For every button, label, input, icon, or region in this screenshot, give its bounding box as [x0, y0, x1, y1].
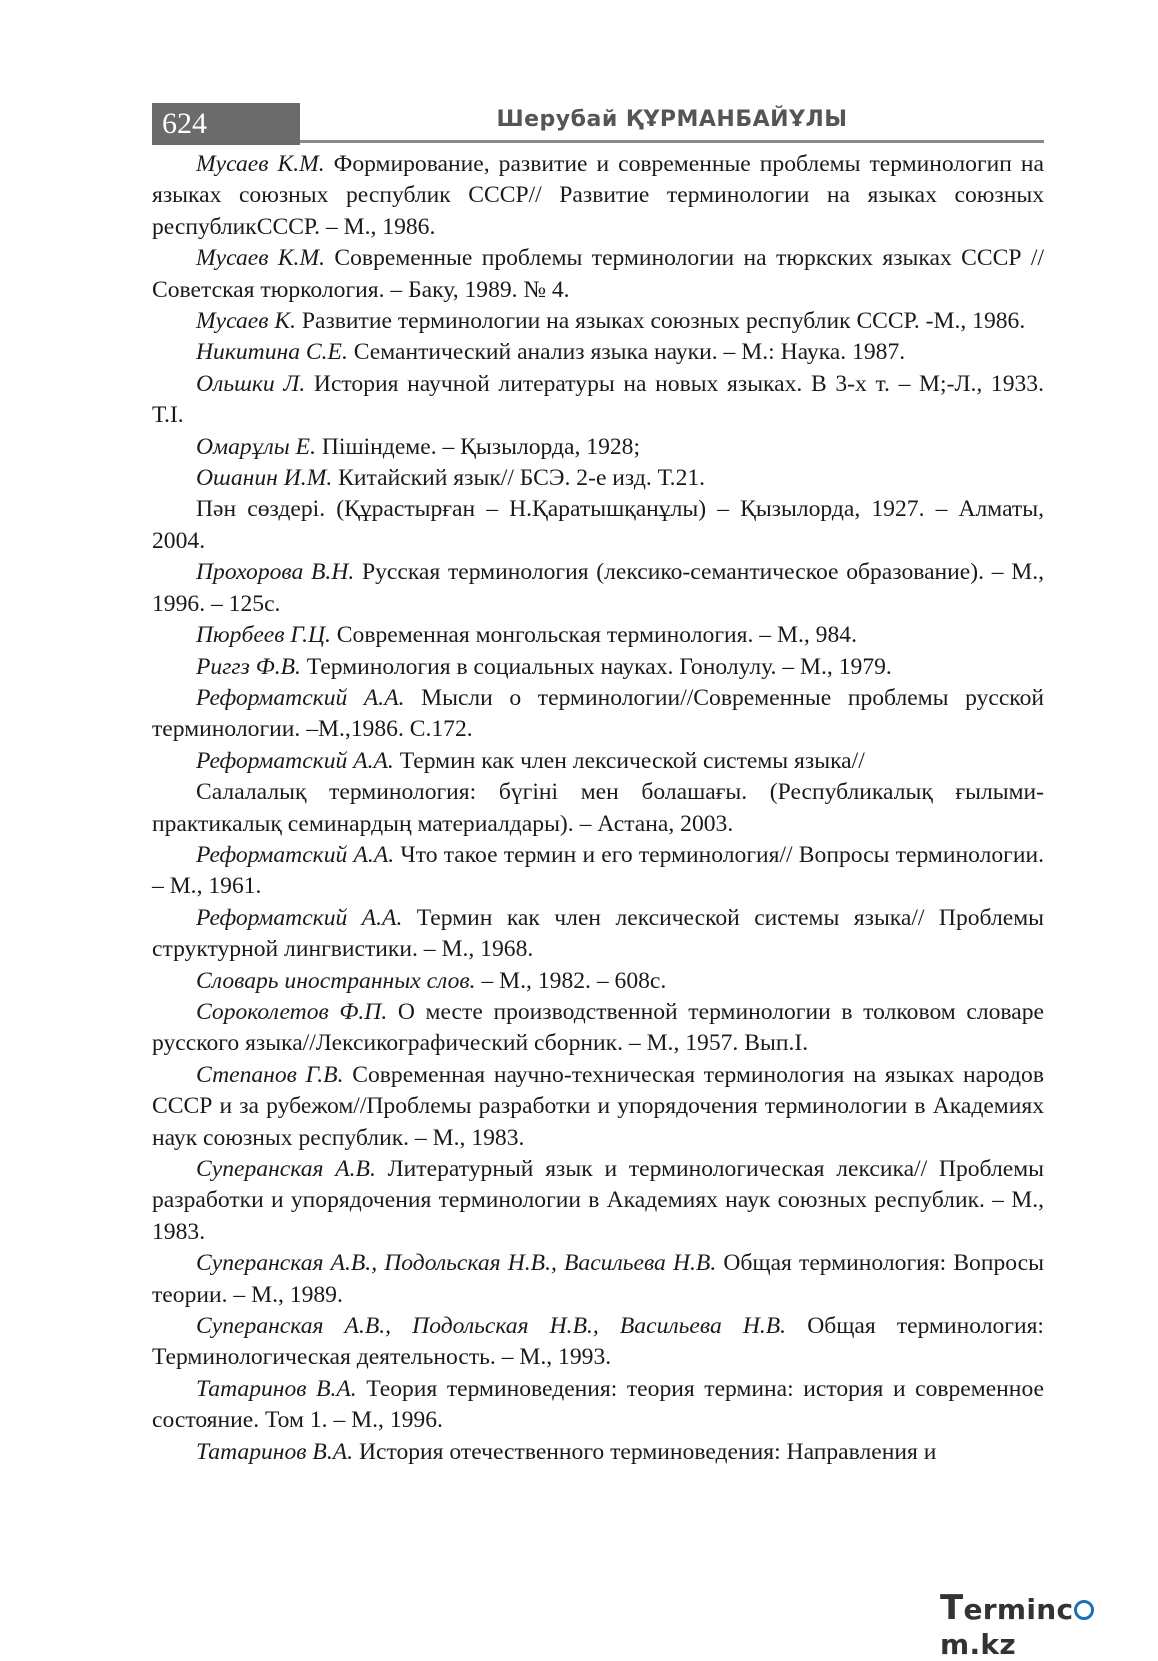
reference-text: Китайский язык// БСЭ. 2-е изд. Т.21.: [332, 465, 706, 492]
reference-entry: [152, 683, 1044, 746]
reference-text: О месте производственной терминологии в толковом словаре русского языка//Лексикографический сборник. – М., 1957. Вып.І.: [152, 998, 1044, 1057]
reference-author: Мусаев К.: [196, 308, 296, 335]
reference-entry: [152, 337, 1044, 368]
reference-entry: [152, 652, 1044, 683]
logo-circle-icon: [1074, 1600, 1094, 1620]
reference-author: Татаринов В.А.: [196, 1438, 354, 1465]
reference-author: Омарұлы Е.: [196, 433, 316, 460]
reference-text: Мысли о терминологии//Современные проблемы русской терминологии. –М.,1986. С.172.: [152, 684, 1044, 743]
reference-entry: [152, 620, 1044, 651]
reference-text: Пән сөздері. (Құрастырған – Н.Қаратышқанұлы) – Қызылорда, 1927. – Алматы, 2004.: [152, 496, 1044, 554]
reference-author: Ошанин И.М.: [196, 465, 333, 492]
reference-author: Ольшки Л.: [196, 370, 306, 397]
reference-entry: [152, 997, 1044, 1060]
reference-text: Пішіндеме. – Қызылорда, 1928;: [315, 433, 641, 460]
reference-author: Суперанская А.В., Подольская Н.В., Васильева Н.В.: [196, 1313, 787, 1340]
reference-text: Терминология в социальных науках. Гонолулу. – М., 1979.: [300, 653, 892, 680]
reference-text: Теория терминоведения: теория термина: история и современное состояние. Том 1. – М., 1996.: [152, 1375, 1044, 1434]
reference-text: Литературный язык и терминологическая лексика// Проблемы разработки и упорядочения терминологии в Академиях наук союзных республик. – М., 1983.: [152, 1156, 1045, 1245]
running-head: Шерубай ҚҰРМАНБАЙҰЛЫ: [496, 107, 848, 132]
reference-entry: [152, 306, 1044, 337]
reference-text: Развитие терминологии на языках союзных республик СССР. -М., 1986.: [295, 308, 1026, 335]
reference-entry: [152, 840, 1044, 903]
logo-text-part1: erminc: [963, 1593, 1074, 1626]
reference-text: Семантический анализ языка науки. – М.: Наука. 1987.: [347, 339, 906, 366]
reference-text: История научной литературы на новых языках. В 3-х т. – М;-Л., 1933. Т.І.: [152, 370, 1044, 429]
reference-entry: [152, 243, 1044, 306]
page-number: 624: [152, 103, 300, 145]
reference-author: Сороколетов Ф.П.: [196, 998, 388, 1025]
reference-author: Никитина С.Е.: [196, 339, 348, 366]
reference-text: Что такое термин и его терминология// Вопросы терминологии. – М., 1961.: [152, 841, 1044, 900]
reference-entry: [152, 1311, 1044, 1374]
reference-entry: [152, 557, 1044, 620]
reference-entry: [152, 903, 1044, 966]
reference-entry: [152, 1154, 1044, 1248]
reference-author: Мусаев К.М.: [196, 151, 325, 177]
reference-author: Реформатский А.А.: [196, 904, 403, 931]
reference-author: Риггз Ф.В.: [196, 653, 301, 680]
reference-author: Татаринов В.А.: [196, 1375, 357, 1402]
reference-entry: [152, 966, 1044, 997]
logo-t-icon: T: [940, 1588, 964, 1628]
reference-text: Современная монгольская терминология. – М., 984.: [330, 622, 857, 649]
reference-author: Пюрбеев Г.Ц.: [196, 622, 331, 649]
reference-entry: [152, 463, 1044, 494]
reference-entry: [152, 1437, 1044, 1468]
termincom-watermark-logo: [940, 1588, 1140, 1661]
reference-entry: [152, 777, 1044, 840]
reference-text: Формирование, развитие и современные проблемы терминологип на языках союзных республик СССР// Развитие терминологии на языках союзных республикСССР. – М., 1986.: [152, 151, 1045, 240]
reference-text: Общая терминология: Терминологическая деятельность. – М., 1993.: [152, 1313, 1044, 1371]
reference-entry: [152, 149, 1044, 243]
reference-author: Степанов Г.В.: [196, 1061, 344, 1088]
reference-entry: [152, 432, 1044, 463]
logo-text-part2: m.kz: [940, 1628, 1016, 1661]
reference-author: Реформатский А.А.: [196, 747, 394, 774]
reference-author: Мусаев К.М.: [196, 245, 326, 272]
reference-text: Термин как член лексической системы языка//: [393, 747, 865, 774]
reference-author: Прохорова В.Н.: [196, 559, 355, 586]
header-rule: [300, 140, 1044, 143]
reference-text: Салалалық терминология: бүгіні мен болашағы. (Республикалық ғылыми-практикалық семинардың материалдары). – Астана, 2003.: [152, 779, 1044, 837]
reference-text: Современные проблемы терминологии на тюркских языках СССР // Советская тюркология. – Баку, 1989. № 4.: [152, 245, 1045, 303]
reference-list: [152, 149, 1044, 1468]
reference-entry: [152, 1248, 1044, 1311]
reference-author: Суперанская А.В.: [196, 1156, 376, 1182]
reference-text: Русская терминология (лексико-семантическое образование). – М., 1996. – 125с.: [152, 559, 1044, 617]
reference-author: Суперанская А.В., Подольская Н.В., Васильева Н.В.: [196, 1250, 717, 1277]
reference-entry: [152, 369, 1044, 432]
reference-entry: [152, 494, 1044, 557]
reference-text: Современная научно-техническая терминология на языках народов СССР и за рубежом//Проблемы разработки и упорядочения терминологии в Академиях наук союзных республик. – М., 1983.: [152, 1061, 1044, 1151]
reference-author: Реформатский А.А.: [196, 684, 405, 711]
reference-text: – М., 1982. – 608с.: [475, 967, 667, 994]
reference-entry: [152, 1374, 1044, 1437]
reference-text: Термин как член лексической системы языка// Проблемы структурной лингвистики. – М., 1968.: [152, 904, 1044, 963]
reference-entry: [152, 1060, 1044, 1154]
reference-text: Общая терминология: Вопросы теории. – М., 1989.: [152, 1250, 1044, 1308]
reference-author: Словарь иностранных слов.: [196, 967, 476, 994]
reference-text: История отечественного терминоведения: Направления и: [353, 1438, 937, 1465]
reference-entry: [152, 746, 1044, 777]
reference-author: Реформатский А.А.: [196, 841, 395, 868]
